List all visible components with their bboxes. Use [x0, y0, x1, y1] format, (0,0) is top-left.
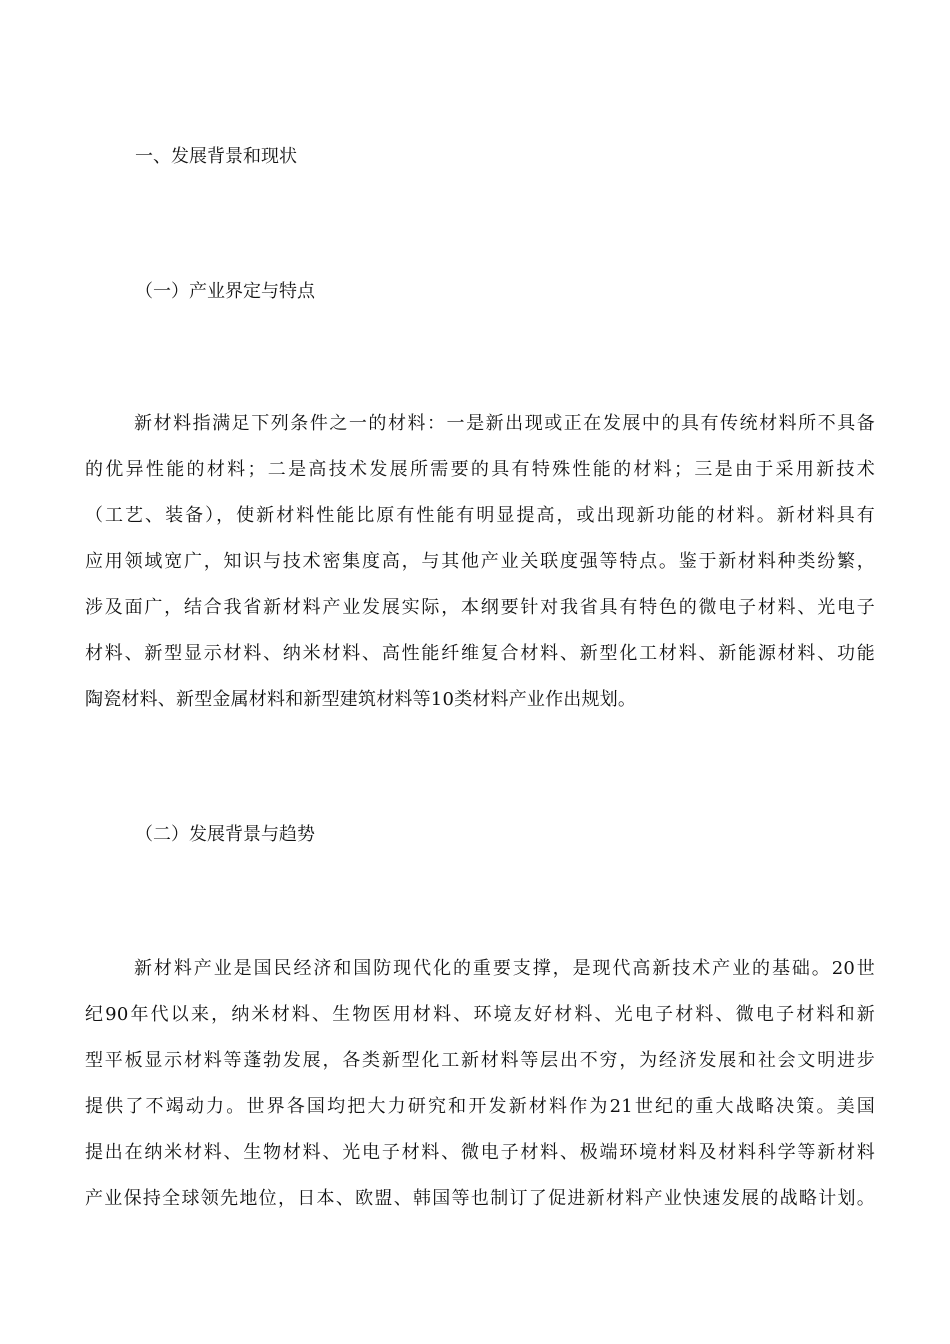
subsection-heading-definition: （一）产业界定与特点 — [135, 281, 315, 302]
paragraph-line: 的优异性能的材料；二是高技术发展所需要的具有特殊性能的材料；三是由于采用新技术 — [85, 459, 875, 480]
paragraph-line: 提供了不竭动力。世界各国均把大力研究和开发新材料作为21世纪的重大战略决策。美国 — [85, 1096, 875, 1117]
paragraph-line: 涉及面广，结合我省新材料产业发展实际，本纲要针对我省具有特色的微电子材料、光电子 — [85, 597, 875, 618]
paragraph-line: 材料、新型显示材料、纳米材料、高性能纤维复合材料、新型化工材料、新能源材料、功能 — [85, 643, 875, 664]
paragraph-line: 纪90年代以来，纳米材料、生物医用材料、环境友好材料、光电子材料、微电子材料和新 — [85, 1004, 875, 1025]
paragraph-line: 新材料指满足下列条件之一的材料：一是新出现或正在发展中的具有传统材料所不具备 — [134, 413, 875, 434]
paragraph-line: 产业保持全球领先地位，日本、欧盟、韩国等也制订了促进新材料产业快速发展的战略计划。 — [85, 1188, 875, 1209]
paragraph-line: 陶瓷材料、新型金属材料和新型建筑材料等10类材料产业作出规划。 — [85, 689, 637, 710]
paragraph-line: 型平板显示材料等蓬勃发展，各类新型化工新材料等层出不穷，为经济发展和社会文明进步 — [85, 1050, 875, 1071]
section-heading: 一、发展背景和现状 — [135, 146, 297, 167]
paragraph-line: 新材料产业是国民经济和国防现代化的重要支撑，是现代高新技术产业的基础。20世 — [134, 958, 875, 979]
paragraph-background — [85, 957, 875, 1233]
paragraph-line: 提出在纳米材料、生物材料、光电子材料、微电子材料、极端环境材料及材料科学等新材料 — [85, 1142, 875, 1163]
paragraph-line: 应用领域宽广，知识与技术密集度高，与其他产业关联度强等特点。鉴于新材料种类纷繁， — [85, 551, 875, 572]
paragraph-definition — [85, 412, 875, 734]
paragraph-line: （工艺、装备），使新材料性能比原有性能有明显提高，或出现新功能的材料。新材料具有 — [85, 505, 875, 526]
subsection-heading-background: （二）发展背景与趋势 — [135, 824, 315, 845]
